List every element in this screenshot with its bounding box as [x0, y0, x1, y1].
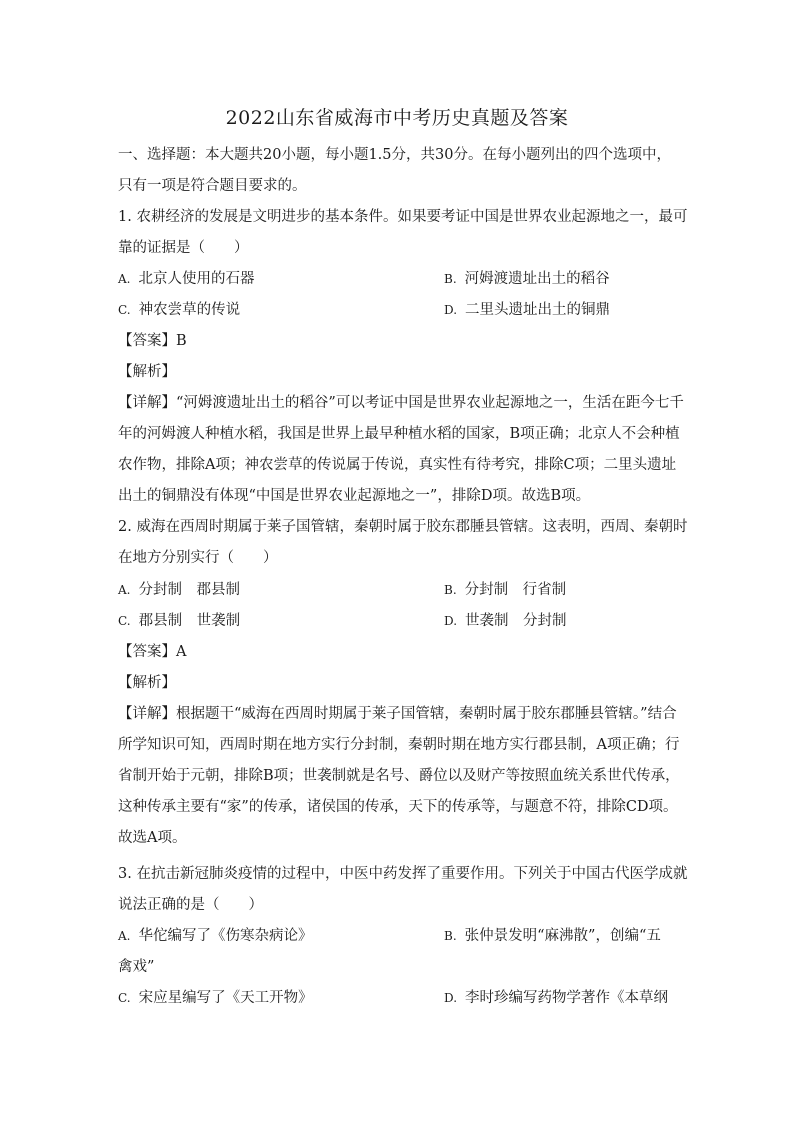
q1-option-b	[444, 269, 610, 289]
q1-answer: 【答案】B	[118, 333, 187, 349]
section-intro-line-1: 一、选择题：本大题共20小题，每小题1.5分，共30分。在每小题列出的四个选项中，	[118, 147, 671, 163]
q2-option-d	[444, 611, 567, 631]
q3-stem-line-1: 3. 在抗击新冠肺炎疫情的过程中，中医中药发挥了重要作用。下列关于中国古代医学成就	[118, 866, 688, 882]
q2-analysis-heading: 【解析】	[118, 675, 176, 691]
option-text: 分封制 郡县制	[138, 582, 240, 598]
q1-option-d	[444, 300, 610, 320]
q1-analysis-heading: 【解析】	[118, 364, 176, 380]
q2-option-b	[444, 580, 566, 600]
option-letter: C.	[118, 303, 131, 317]
option-letter: D.	[444, 991, 458, 1005]
option-text: 李时珍编写药物学著作《本草纲	[465, 990, 669, 1006]
option-text: 分封制 行省制	[464, 582, 567, 598]
q1-detail-line-3: 农作物，排除A项；神农尝草的传说属于传说，真实性有待考究，排除C项；二里头遗址	[118, 457, 677, 473]
q1-detail-line-1: 【详解】“河姆渡遗址出土的稻谷”可以考证中国是世界农业起源地之一，生活在距今七千	[118, 395, 684, 411]
q1-detail-line-4: 出土的铜鼎没有体现“中国是世界农业起源地之一”，排除D项。故选B项。	[118, 488, 591, 504]
q2-detail-line-2: 所学知识可知，西周时期在地方实行分封制，秦朝时期在地方实行郡县制，A项正确；行	[118, 737, 680, 753]
q2-detail-line-1: 【详解】根据题干“威海在西周时期属于莱子国管辖，秦朝时属于胶东郡腄县管辖。”结合	[118, 706, 677, 722]
q1-option-c	[118, 300, 240, 320]
q2-stem-line-1: 2. 威海在西周时期属于莱子国管辖，秦朝时属于胶东郡腄县管辖。这表明，西周、秦朝时	[118, 519, 688, 535]
q2-detail-line-5: 故选A项。	[118, 830, 187, 846]
q3-option-b	[444, 926, 661, 946]
q1-option-a	[118, 269, 254, 289]
option-text: 北京人使用的石器	[138, 271, 255, 287]
q2-detail-line-3: 省制开始于元朝，排除B项；世袭制就是名号、爵位以及财产等按照血统关系世代传承，	[118, 768, 680, 784]
q2-stem-line-2: 在地方分别实行（ ）	[118, 550, 278, 566]
option-text: 二里头遗址出土的铜鼎	[465, 302, 611, 318]
option-text: 禽戏”	[118, 959, 155, 975]
option-letter: B.	[444, 583, 457, 597]
option-text: 宋应星编写了《天工开物》	[138, 990, 313, 1006]
q3-option-c	[118, 988, 313, 1008]
option-text: 华佗编写了《伤寒杂病论》	[138, 928, 313, 944]
q2-detail-line-4: 这种传承主要有“家”的传承，诸侯国的传承，天下的传承等，与题意不符，排除CD项。	[118, 799, 678, 815]
q1-detail-line-2: 年的河姆渡人种植水稻，我国是世界上最早种植水稻的国家，B项正确；北京人不会种植	[118, 426, 680, 442]
option-letter: A.	[118, 929, 131, 943]
option-letter: D.	[444, 614, 458, 628]
option-text: 神农尝草的传说	[138, 302, 241, 318]
option-letter: C.	[118, 614, 131, 628]
q2-option-a	[118, 580, 240, 600]
q2-answer: 【答案】A	[118, 644, 187, 660]
q3-option-d	[444, 988, 668, 1008]
option-letter: B.	[444, 272, 457, 286]
option-letter: D.	[444, 303, 458, 317]
option-letter: A.	[118, 583, 131, 597]
option-text: 张仲景发明“麻沸散”，创编“五	[464, 928, 661, 944]
option-letter: C.	[118, 991, 131, 1005]
option-text: 河姆渡遗址出土的稻谷	[464, 271, 610, 287]
q2-option-c	[118, 611, 240, 631]
section-intro-line-2: 只有一项是符合题目要求的。	[118, 178, 307, 194]
option-text: 郡县制 世袭制	[138, 613, 241, 629]
q3-stem-line-2: 说法正确的是（ ）	[118, 897, 263, 913]
option-text: 世袭制 分封制	[465, 613, 567, 629]
q3-option-b-continued	[118, 957, 154, 977]
document-title: 2022山东省威海市中考历史真题及答案	[225, 107, 569, 129]
option-letter: B.	[444, 929, 457, 943]
q1-stem-line-1: 1. 农耕经济的发展是文明进步的基本条件。如果要考证中国是世界农业起源地之一，最可	[118, 209, 688, 225]
q3-option-a	[118, 926, 312, 946]
q1-stem-line-2: 靠的证据是（ ）	[118, 240, 249, 256]
option-letter: A.	[118, 272, 131, 286]
